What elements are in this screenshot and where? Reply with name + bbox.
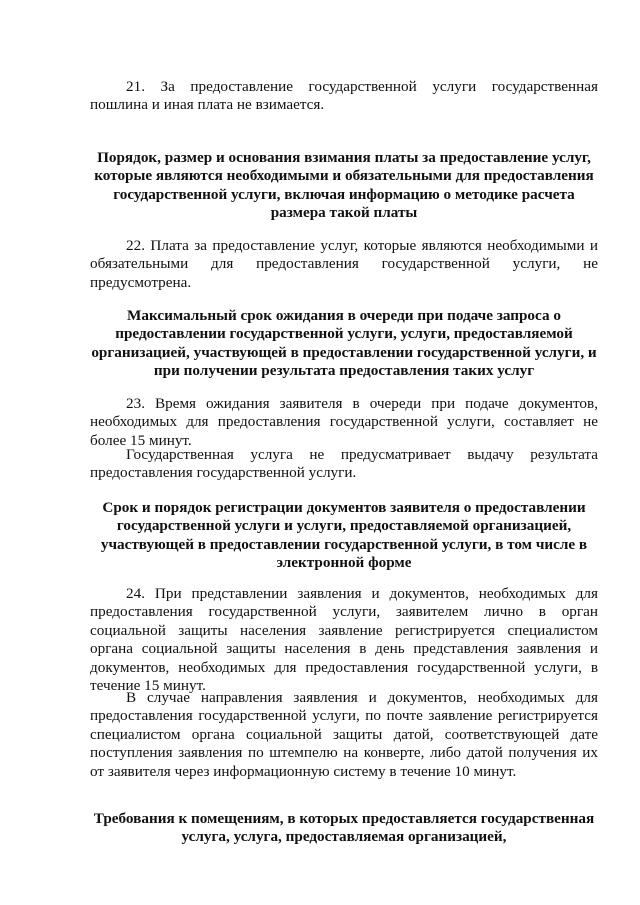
section-heading-registration-of-documents: Срок и порядок регистрации документов заявителя о предоставлении государственной услуги и услуги, предоставляемой организацией, участвующей в предоставлении государственной услуги, в том числе в электронной форме bbox=[100, 499, 588, 572]
section-heading-max-waiting-time: Максимальный срок ожидания в очереди при подаче запроса о предоставлении государственной услуги, услуги, предоставляемой организацией, участвующей в предоставлении государственной услуги, и при получении результата предоставления таких услуг bbox=[91, 307, 597, 380]
paragraph-23-continued: Государственная услуга не предусматривает выдачу результата предоставления государственной услуги. bbox=[90, 446, 598, 482]
section-heading-premises-requirements: Требования к помещениям, в которых предоставляется государственная услуга, услуга, предоставляемая организацией, bbox=[93, 810, 595, 846]
paragraph-21: 21. За предоставление государственной услуги государственная пошлина и иная плата не взимается. bbox=[90, 78, 598, 114]
section-heading-fees-for-necessary-services: Порядок, размер и основания взимания платы за предоставление услуг, которые являются необходимыми и обязательными для предоставления государственной услуги, включая информацию о методике расчета размера такой платы bbox=[94, 149, 594, 222]
paragraph-24-continued: В случае направления заявления и документов, необходимых для предоставления государственной услуги, по почте заявление регистрируется специалистом органа социальной защиты датой, соответствующей дате поступления заявления по штемпелю на конверте, либо датой получения их от заявителя через информационную систему в течение 10 минут. bbox=[90, 689, 598, 780]
paragraph-24: 24. При представлении заявления и документов, необходимых для предоставления государственной услуги, заявителем лично в орган социальной защиты населения заявление регистрируется специалистом органа социальной защиты населения в день представления заявления и документов, необходимых для предоставления государственной услуги, в течение 15 минут. bbox=[90, 585, 598, 695]
paragraph-22: 22. Плата за предоставление услуг, которые являются необходимыми и обязательными для предоставления государственной услуги, не предусмотрена. bbox=[90, 237, 598, 291]
paragraph-23: 23. Время ожидания заявителя в очереди при подаче документов, необходимых для предоставления государственной услуги, составляет не более 15 минут. bbox=[90, 395, 598, 449]
